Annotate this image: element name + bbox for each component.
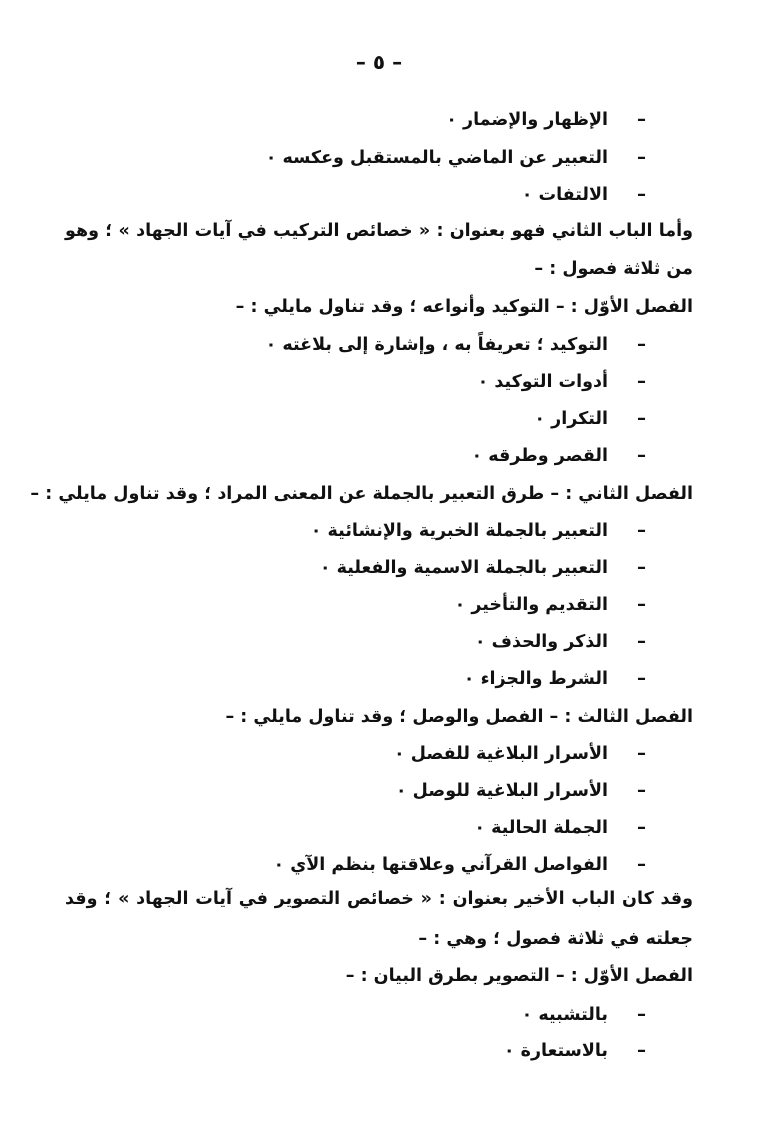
list-item-text: بالتشبيه ٠	[521, 1005, 608, 1025]
list-item-text: أدوات التوكيد ٠	[477, 372, 608, 392]
bullet-dash: –	[637, 668, 646, 689]
list-item-text: الفواصل القرآني وعلاقتها بنظم الآي ٠	[273, 855, 608, 875]
bullet-dash: –	[637, 520, 646, 541]
list-item-text: التقديم والتأخير ٠	[454, 595, 608, 615]
bullet-dash: –	[637, 1004, 646, 1025]
list-item-text: التعبير عن الماضي بالمستقبل وعكسه ٠	[265, 148, 608, 168]
chapter-heading: الفصل الثالث : – الفصل والوصل ؛ وقد تناول مايلي : –	[225, 707, 693, 727]
list-item-text: الشرط والجزاء ٠	[463, 669, 608, 689]
bullet-dash: –	[637, 594, 646, 615]
bullet-dash: –	[637, 408, 646, 429]
page-number: – ٥ –	[355, 50, 403, 74]
chapter-heading: الفصل الأوّل : – التوكيد وأنواعه ؛ وقد تناول مايلي : –	[235, 297, 693, 317]
bullet-dash: –	[637, 334, 646, 355]
bullet-dash: –	[637, 631, 646, 652]
bullet-dash: –	[637, 109, 646, 130]
list-item-text: الذكر والحذف ٠	[474, 632, 608, 652]
bullet-dash: –	[637, 557, 646, 578]
bullet-dash: –	[637, 854, 646, 875]
bullet-dash: –	[637, 371, 646, 392]
list-item-text: الجملة الحالية ٠	[474, 818, 608, 838]
list-item-text: بالاستعارة ٠	[503, 1041, 608, 1061]
bullet-dash: –	[637, 445, 646, 466]
bullet-dash: –	[637, 743, 646, 764]
list-item-text: الالتفات ٠	[521, 185, 608, 205]
bullet-dash: –	[637, 184, 646, 205]
bullet-dash: –	[637, 147, 646, 168]
bullet-dash: –	[637, 817, 646, 838]
bullet-dash: –	[637, 780, 646, 801]
list-item-text: التوكيد ؛ تعريفاً به ، وإشارة إلى بلاغته ٠	[265, 335, 608, 355]
paragraph-line: جعلته في ثلاثة فصول ؛ وهي : –	[418, 929, 693, 949]
chapter-heading: الفصل الأوّل : – التصوير بطرق البيان : –	[345, 966, 693, 986]
paragraph-line: وأما الباب الثاني فهو بعنوان : « خصائص التركيب في آيات الجهاد » ؛ وهو	[65, 221, 693, 241]
paragraph-line: وقد كان الباب الأخير بعنوان : « خصائص التصوير في آيات الجهاد » ؛ وقد	[65, 889, 693, 909]
paragraph-line: من ثلاثة فصول : –	[534, 259, 693, 279]
list-item-text: القصر وطرقه ٠	[471, 446, 608, 466]
list-item-text: الأسرار البلاغية للوصل ٠	[395, 781, 608, 801]
list-item-text: التعبير بالجملة الخبرية والإنشائية ٠	[310, 521, 608, 541]
chapter-heading: الفصل الثاني : – طرق التعبير بالجملة عن المعنى المراد ؛ وقد تناول مايلي : –	[30, 484, 693, 504]
list-item-text: التكرار ٠	[534, 409, 608, 429]
list-item-text: التعبير بالجملة الاسمية والفعلية ٠	[319, 558, 608, 578]
list-item-text: الإظهار والإضمار ٠	[446, 110, 608, 130]
list-item-text: الأسرار البلاغية للفصل ٠	[393, 744, 608, 764]
bullet-dash: –	[637, 1040, 646, 1061]
